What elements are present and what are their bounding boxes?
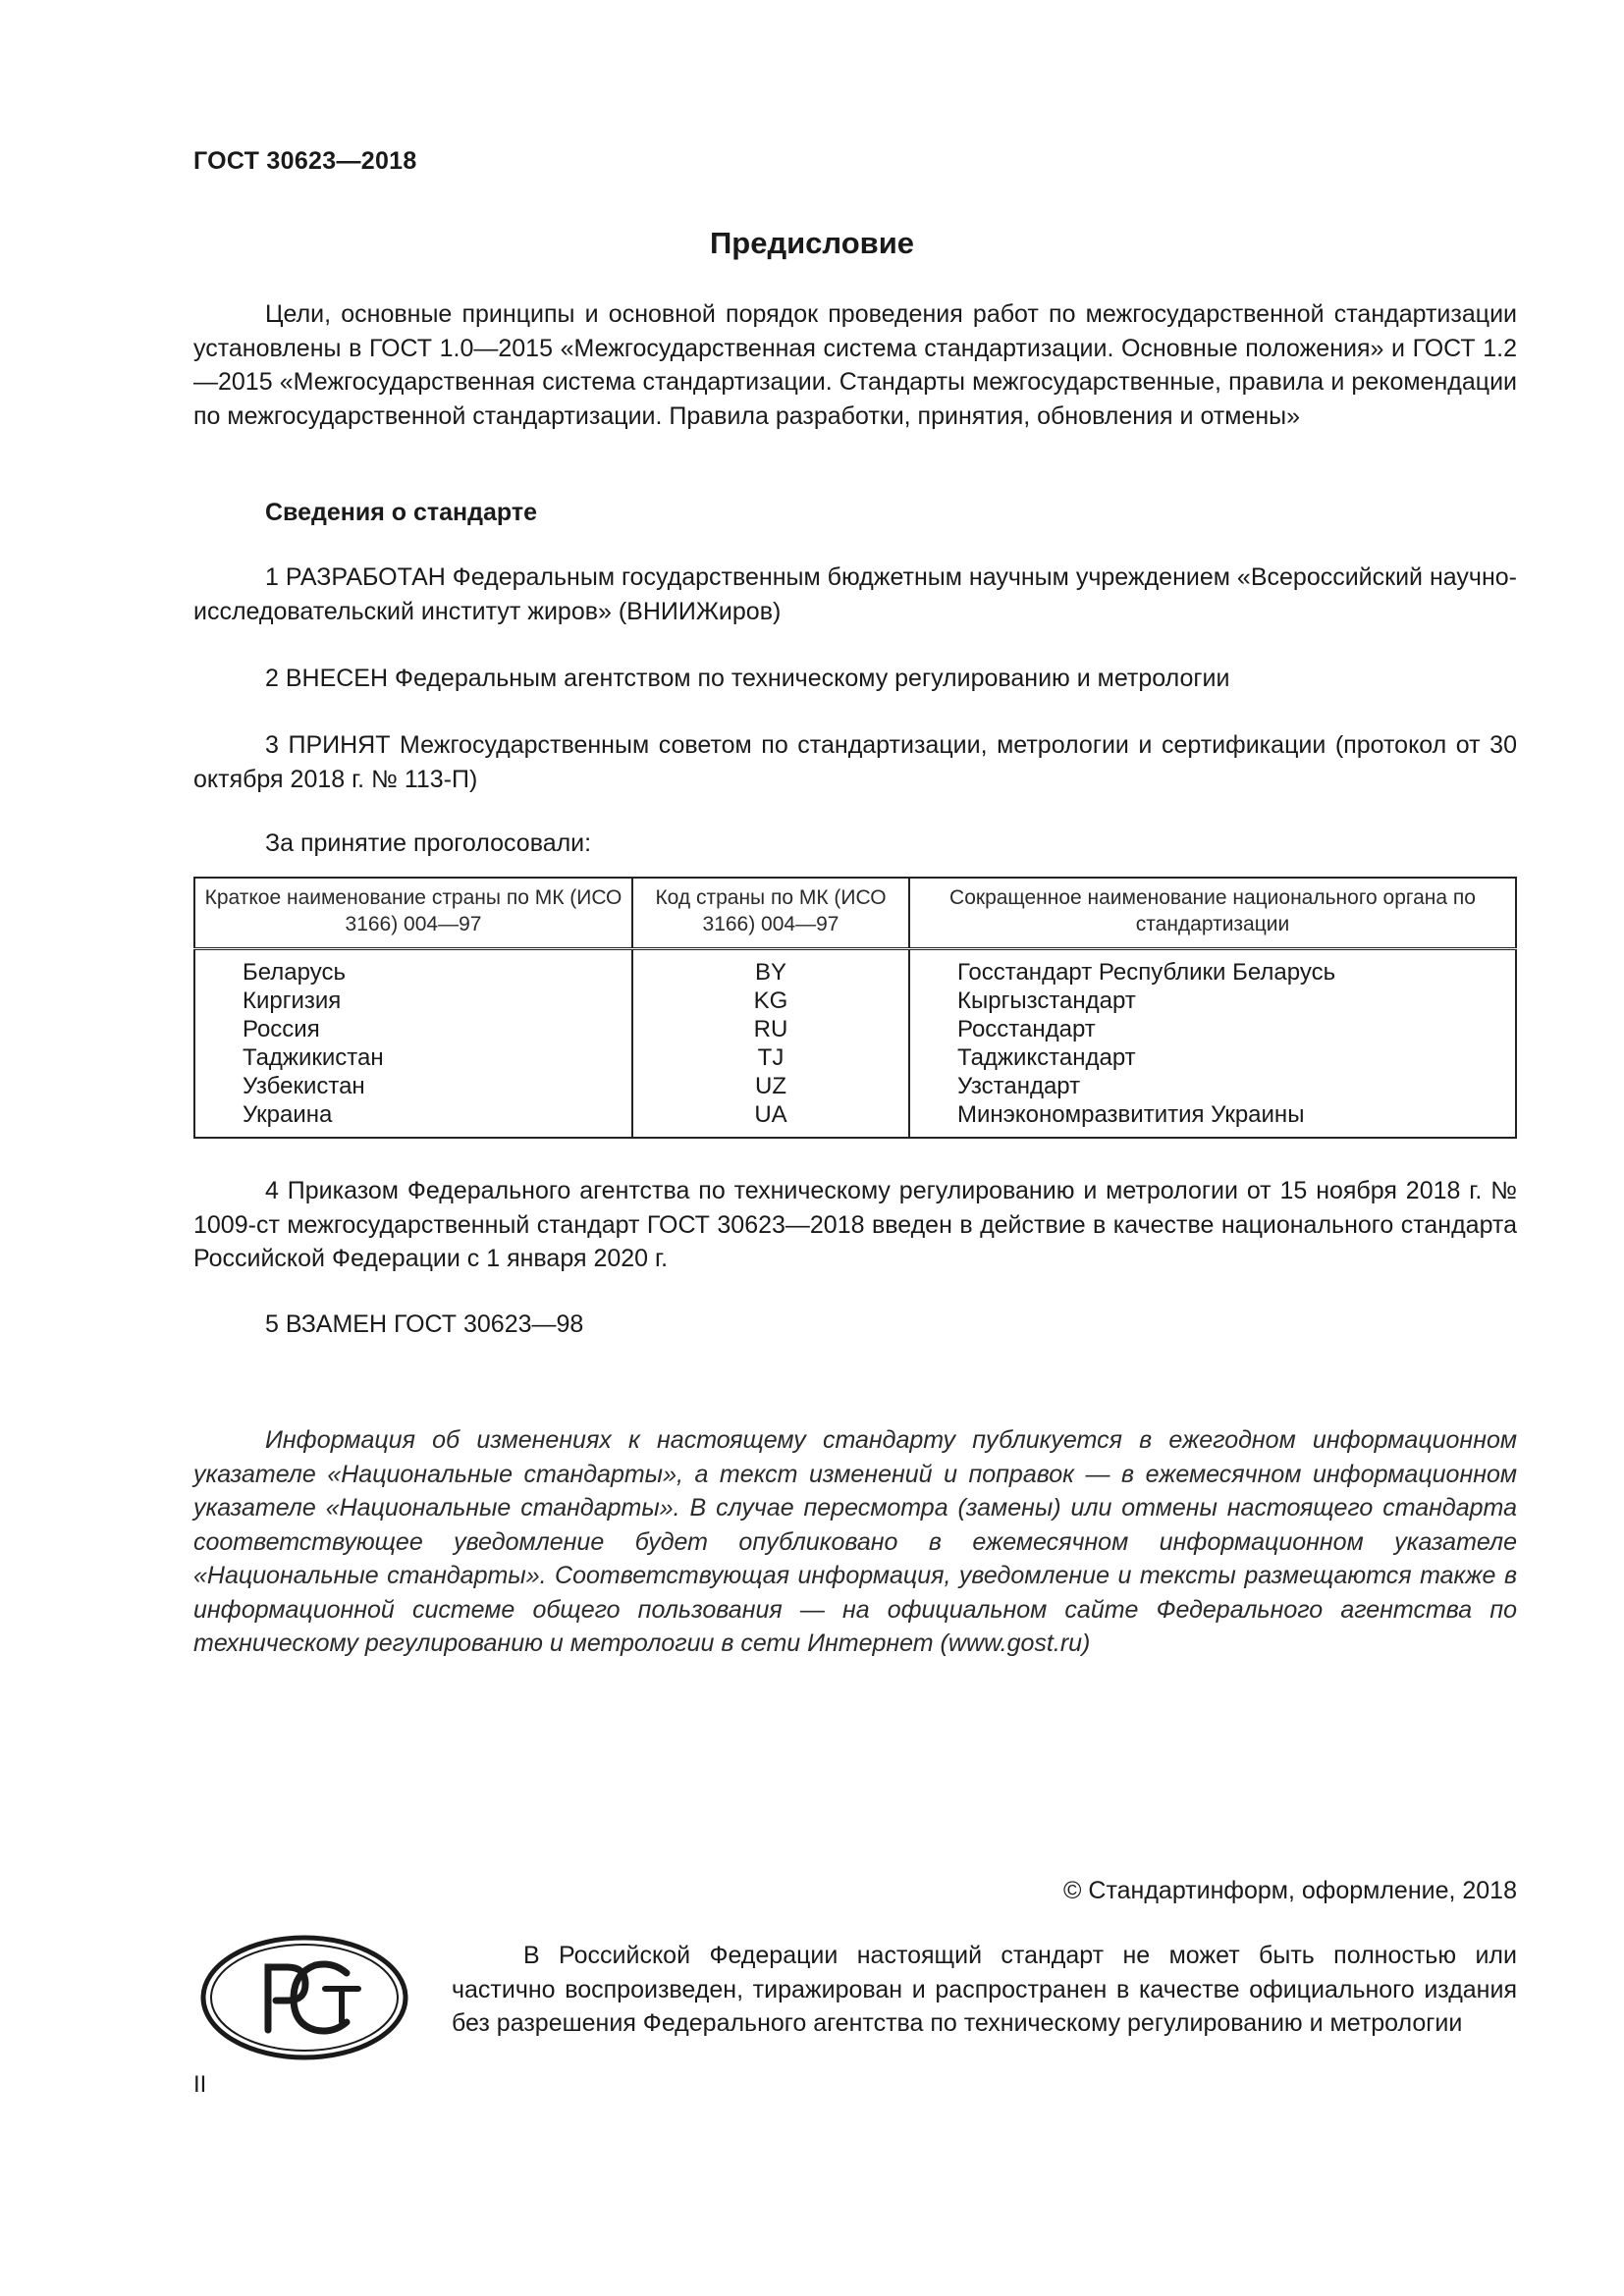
column-header-body: Сокращенное наименование национального органа по стандартизации: [909, 878, 1516, 949]
body-cell: Кыргызстандарт: [957, 988, 1136, 1014]
country-cell: Беларусь: [194, 949, 632, 988]
country-cell: Узбекистан: [194, 1072, 632, 1100]
table-row: [194, 1072, 1516, 1100]
body-cell: Минэкономразвитития Украины: [957, 1101, 1305, 1128]
reproduction-notice: В Российской Федерации настоящий стандарт не может быть полностью или частично воспроизведен, тиражирован и распространен в качестве официального издания без разрешения Федерального агентства по техническому регулированию и метрологии: [452, 1942, 1517, 2037]
table-row: [194, 949, 1516, 988]
code-cell: RU: [632, 1015, 909, 1043]
code-cell: TJ: [632, 1043, 909, 1072]
code-cell: KG: [632, 987, 909, 1015]
body-cell: Госстандарт Республики Беларусь: [957, 959, 1336, 986]
column-header-code: Код страны по МК (ИСО 3166) 004—97: [632, 878, 909, 949]
code-cell: BY: [632, 949, 909, 988]
body-cell: Росстандарт: [957, 1016, 1096, 1042]
body-cell: Таджикстандарт: [957, 1044, 1136, 1071]
table-row: [194, 1043, 1516, 1072]
country-cell: Киргизия: [194, 987, 632, 1015]
item-replaces: 5 ВЗАМЕН ГОСТ 30623—98: [265, 1310, 584, 1338]
item-enacted: 4 Приказом Федерального агентства по техническому регулированию и метрологии от 15 ноября 2018 г. № 1009-ст межгосударственный стандарт ГОСТ 30623—2018 введен в действие в качестве национального стандарта Российской Федерации с 1 января 2020 г.: [193, 1177, 1517, 1272]
body-cell: Узстандарт: [957, 1073, 1081, 1099]
code-cell: UA: [632, 1100, 909, 1138]
page-number: II: [193, 2071, 207, 2098]
country-cell: Таджикистан: [194, 1043, 632, 1072]
intro-paragraph: Цели, основные принципы и основной порядок проведения работ по межгосударственной стандартизации установлены в ГОСТ 1.0—2015 «Межгосударственная система стандартизации. Основные положения» и ГОСТ 1.2—2015 «Межгосударственная система стандартизации. Стандарты межгосударственные, правила и рекомендации по межгосударственной стандартизации. Правила разработки, принятия, обновления и отмены»: [193, 300, 1517, 430]
vote-label: За принятие проголосовали:: [265, 829, 592, 857]
copyright-line: © Стандартинформ, оформление, 2018: [1063, 1877, 1517, 1904]
table-row: [194, 987, 1516, 1015]
page-title: Предисловие: [709, 226, 914, 260]
country-cell: Украина: [194, 1100, 632, 1138]
pct-certification-logo: [199, 1934, 409, 2061]
country-cell: Россия: [194, 1015, 632, 1043]
table-header-row: [194, 878, 1516, 949]
table-row: [194, 1015, 1516, 1043]
item-adopted: 3 ПРИНЯТ Межгосударственным советом по стандартизации, метрологии и сертификации (протокол от 30 октября 2018 г. № 113-П): [193, 731, 1517, 793]
changes-information: Информация об изменениях к настоящему стандарту публикуется в ежегодном информационном указателе «Национальные стандарты», а текст изменений и поправок — в ежемесячном информационном указателе «Национальные стандарты». В случае пересмотра (замены) или отмены настоящего стандарта соответствующее уведомление будет опубликовано в ежемесячном информационном указателе «Национальные стандарты». Соответствующая информация, уведомление и тексты размещаются также в информационной системе общего пользования — на официальном сайте Федерального агентства по техническому регулированию и метрологии в сети Интернет (www.gost.ru): [193, 1426, 1517, 1657]
section-heading: Сведения о стандарте: [265, 499, 538, 526]
item-developed: 1 РАЗРАБОТАН Федеральным государственным бюджетным научным учреждением «Всероссийский научно-исследовательский институт жиров» (ВНИИЖиров): [193, 563, 1517, 625]
document-code: ГОСТ 30623—2018: [193, 147, 417, 175]
column-header-country: Краткое наименование страны по МК (ИСО 3166) 004—97: [194, 878, 632, 949]
item-submitted: 2 ВНЕСЕН Федеральным агентством по техническому регулированию и метрологии: [265, 665, 1230, 692]
voting-table: [193, 877, 1517, 1139]
code-cell: UZ: [632, 1072, 909, 1100]
table-row: [194, 1100, 1516, 1138]
